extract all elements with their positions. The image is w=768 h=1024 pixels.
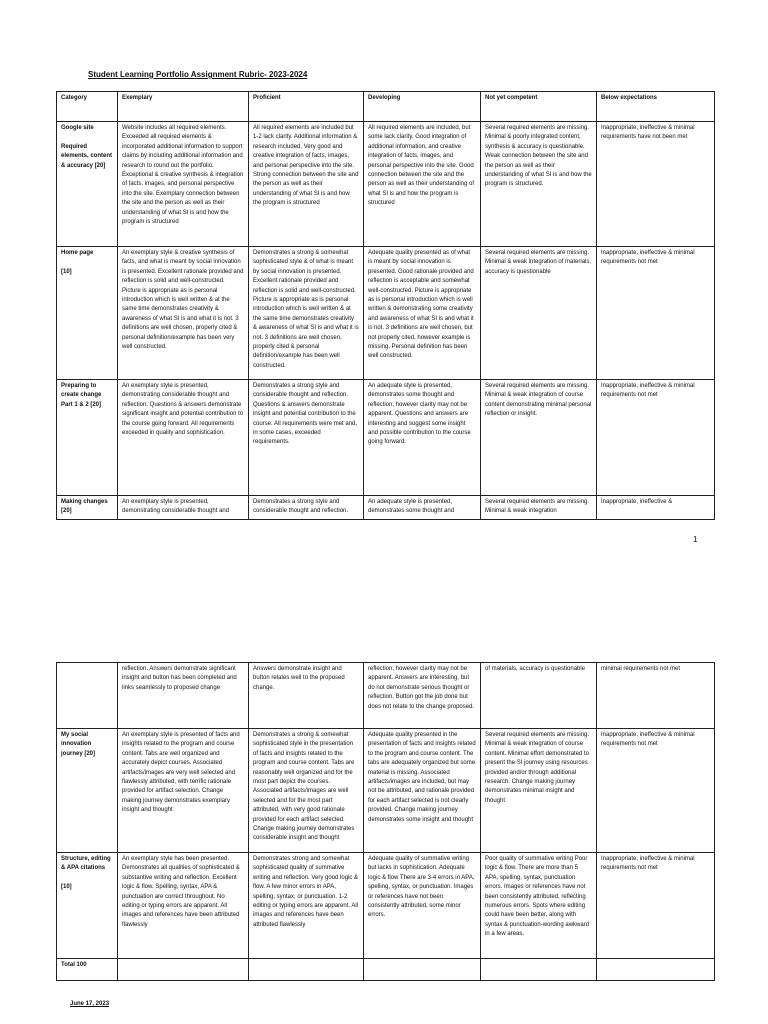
below-cell: Inappropriate, ineffective & minimal requirements have not been met (597, 122, 715, 247)
header-proficient: Proficient (249, 92, 364, 122)
exemplary-cell: Website includes all required elements. Exceeded all required elements & incorporated additional information to support claims by including additional information and research to round out the portfolio. Exceptional & creative synthesis & integration of facts, images, and personal perspective into the site. Exemplary connection between the site and the person as well as their understanding of what SI is and how the program is structured (118, 122, 249, 247)
exemplary-cell: An exemplary style is presented, demonstrating considerable thought and (118, 496, 249, 520)
below-cell: minimal requirements not met (597, 663, 715, 729)
table-row (57, 122, 715, 247)
developing-cell: An adequate style is presented, demonstrates some thought and reflection, however clarity may not be apparent. Questions and answers are interesting and suggest some insight and possible contribution to the course going forward. (364, 380, 481, 496)
below-cell: Inappropriate, ineffective & minimal requirements not met (597, 380, 715, 496)
exemplary-cell (118, 959, 249, 981)
table-row (57, 247, 715, 380)
exemplary-cell: reflection. Answers demonstrate significant insight and button has been completed and links seamlessly to proposed change (118, 663, 249, 729)
page-number: 1 (693, 535, 698, 544)
category-cell: Google site Required elements, content & accuracy [20] (57, 122, 118, 247)
header-below-expectations: Below expectations (597, 92, 715, 122)
not-yet-cell: of materials, accuracy is questionable (481, 663, 597, 729)
developing-cell: Adequate quality of summative writing but lacks in sophistication. Adequate logic & flow There are 3-4 errors in APA, spelling, syntax, or punctuation. Images or references have not been consistently attributed, some minor errors. (364, 853, 481, 959)
proficient-cell (249, 959, 364, 981)
header-not-yet-competent: Not yet competent (481, 92, 597, 122)
proficient-cell: Demonstrates a strong & somewhat sophisticated style & of what is meant by social innovation is presented. Excellent rationale provided and reflection is solid and well-constructed. Picture is appropriate as is personal introduction which is well written & at the same time demonstrates creativity & awareness of what SI is and what it is not. 3 definitions are well chosen, properly cited & personal definition/example has been well constructed. (249, 247, 364, 380)
not-yet-cell: Several required elements are missing. Minimal & weak integration of course content demonstrating minimal personal reflection or insight. (481, 380, 597, 496)
table-row (57, 380, 715, 496)
below-cell: Inappropriate, ineffective & minimal requirements not met (597, 729, 715, 853)
header-developing: Developing (364, 92, 481, 122)
header-row (57, 92, 715, 122)
exemplary-cell: An exemplary style has been presented. Demonstrates all qualities of sophisticated & substantive writing and reflection. Excellent logic & flow. Spelling, syntax, APA & punctuation are correct throughout. No editing or typing errors are apparent. All images and references have been attributed flawlessly (118, 853, 249, 959)
developing-cell: An adequate style is presented, demonstrates some thought and (364, 496, 481, 520)
not-yet-cell: Several required elements are missing. Minimal & weak integration of materials, accuracy is questionable (481, 247, 597, 380)
exemplary-cell: An exemplary style is presented of facts and insights related to the program and course content. Tabs are well organized and accurately depict courses. Associated artifacts/images are very well selected and flawlessly attributed, with terrific rationale provided for artifact selection. Change making journey demonstrates exemplary insight and thought (118, 729, 249, 853)
developing-cell: reflection, however clarity may not be apparent. Answers are interesting, but do not demonstrate serious thought or reflection. Button got the job done but does not relate to the change proposed. (364, 663, 481, 729)
not-yet-cell: Several required elements are missing. Minimal & weak integration (481, 496, 597, 520)
document-date: June 17, 2023 (70, 1001, 110, 1007)
header-category: Category (57, 92, 118, 122)
below-cell: Inappropriate, ineffective & minimal requirements not met (597, 247, 715, 380)
proficient-cell: Demonstrates a strong & somewhat sophisticated style in the presentation of facts and insights related to the program and course content. Tabs are reasonably well organized and for the most part depict the courses. Associated artifacts/images are well selected and for the most part attributed, with very good rationale provided for each artifact selected. Change making journey demonstrates considerable insight and thought (249, 729, 364, 853)
document-title: Student Learning Portfolio Assignment Rubric- 2023-2024 (88, 70, 308, 79)
rubric-table-page-2 (56, 662, 715, 981)
not-yet-cell: Several required elements are missing. Minimal & poorly integrated content, synthesis & accuracy is questionable. Weak connection between the site and the person as well as their understanding of what SI is and how the program is structured. (481, 122, 597, 247)
not-yet-cell: Poor quality of summative writing Poor logic & flow. There are more than 5 APA, spelling, syntax, punctuation errors. Images or references have not been consistently attributed, reflecting numerous errors. Spots where editing could have been better, along with syntax & punctuation-wording awkward in a few areas. (481, 853, 597, 959)
developing-cell: Adequate quality presented in the presentation of facts and insights related to the program and course content. The tabs are adequately organized but some material is missing. Associated artifacts/images are included, but may not be attributed, and rationale provided for each artifact selected is not clearly provided. Change making journey demonstrates some insight and thought (364, 729, 481, 853)
rubric-table-page-1 (56, 91, 715, 520)
developing-cell (364, 959, 481, 981)
proficient-cell: All required elements are included but 1-2 lack clarity. Additional information & research included. Very good and creative integration of facts, images, and personal perspective into the site. Strong connection between the site and the person as well as their understanding of what SI is and how the program is structured (249, 122, 364, 247)
table-row (57, 663, 715, 729)
category-cell: Preparing to create change Part 1 & 2 [20] (57, 380, 118, 496)
proficient-cell: Demonstrates a strong style and considerable thought and reflection. Questions & answers demonstrate insight and potential contribution to the course. All requirements were met and, in some cases, exceeded requirements. (249, 380, 364, 496)
header-exemplary: Exemplary (118, 92, 249, 122)
proficient-cell: Demonstrates strong and somewhat sophisticated quality of summative writing and reflection. Very good logic & flow. A few minor errors in APA, spelling, syntax, or punctuation. 1-2 editing or typing errors are apparent. All images and references have been attributed flawlessly (249, 853, 364, 959)
table-row (57, 729, 715, 853)
exemplary-cell: An exemplary style & creative synthesis of facts, and what is meant by social innovation is presented. Excellent rationale provided and reflection is solid and well-constructed. Picture is appropriate as is personal introduction which is well written & at the same time demonstrates creativity & awareness of what SI is and what it is not. 3 definitions are well chosen, properly cited & personal definition/example has been very well constructed. (118, 247, 249, 380)
table-row (57, 853, 715, 959)
developing-cell: Adequate quality presented as of what is meant by social innovation is presented. Good rationale provided and reflection is acceptable and somewhat well-constructed. Picture is appropriate as is personal introduction which is well written & demonstrating some creativity and awareness of what SI is and what it is not. 3 definitions are well chosen, but not properly cited, however example is missing. Personal definition has been well constructed. (364, 247, 481, 380)
total-row (57, 959, 715, 981)
below-cell: Inappropriate, ineffective & minimal requirements not met (597, 853, 715, 959)
total-label: Total 100 (57, 959, 118, 981)
exemplary-cell: An exemplary style is presented, demonstrating considerable thought and reflection. Questions & answers demonstrate significant insight and potential contribution to the course going forward. All requirements exceeded in quality and sophistication. (118, 380, 249, 496)
not-yet-cell: Several required elements are missing. Minimal & weak integration of course content. Minimal effort demonstrated to present the SI journey using resources provided and/or through additional research. Change making journey demonstrates minimal insight and thought (481, 729, 597, 853)
proficient-cell: Demonstrates a strong style and considerable thought and reflection. (249, 496, 364, 520)
category-cell: Structure, editing & APA citations [10] (57, 853, 118, 959)
category-cell: Home page [10] (57, 247, 118, 380)
category-cell (57, 663, 118, 729)
proficient-cell: Answers demonstrate insight and button relates well to the proposed change. (249, 663, 364, 729)
developing-cell: All required elements are included, but some lack clarity. Good integration of additional information, and creative integration of facts, images, and personal perspective into the site. Good connection between the site and the person as well as their understanding of what SI is and how the program is structured (364, 122, 481, 247)
below-cell (597, 959, 715, 981)
table-row (57, 496, 715, 520)
category-cell: My social innovation journey [20] (57, 729, 118, 853)
category-cell: Making changes [20] (57, 496, 118, 520)
below-cell: Inappropriate, ineffective & (597, 496, 715, 520)
not-yet-cell (481, 959, 597, 981)
